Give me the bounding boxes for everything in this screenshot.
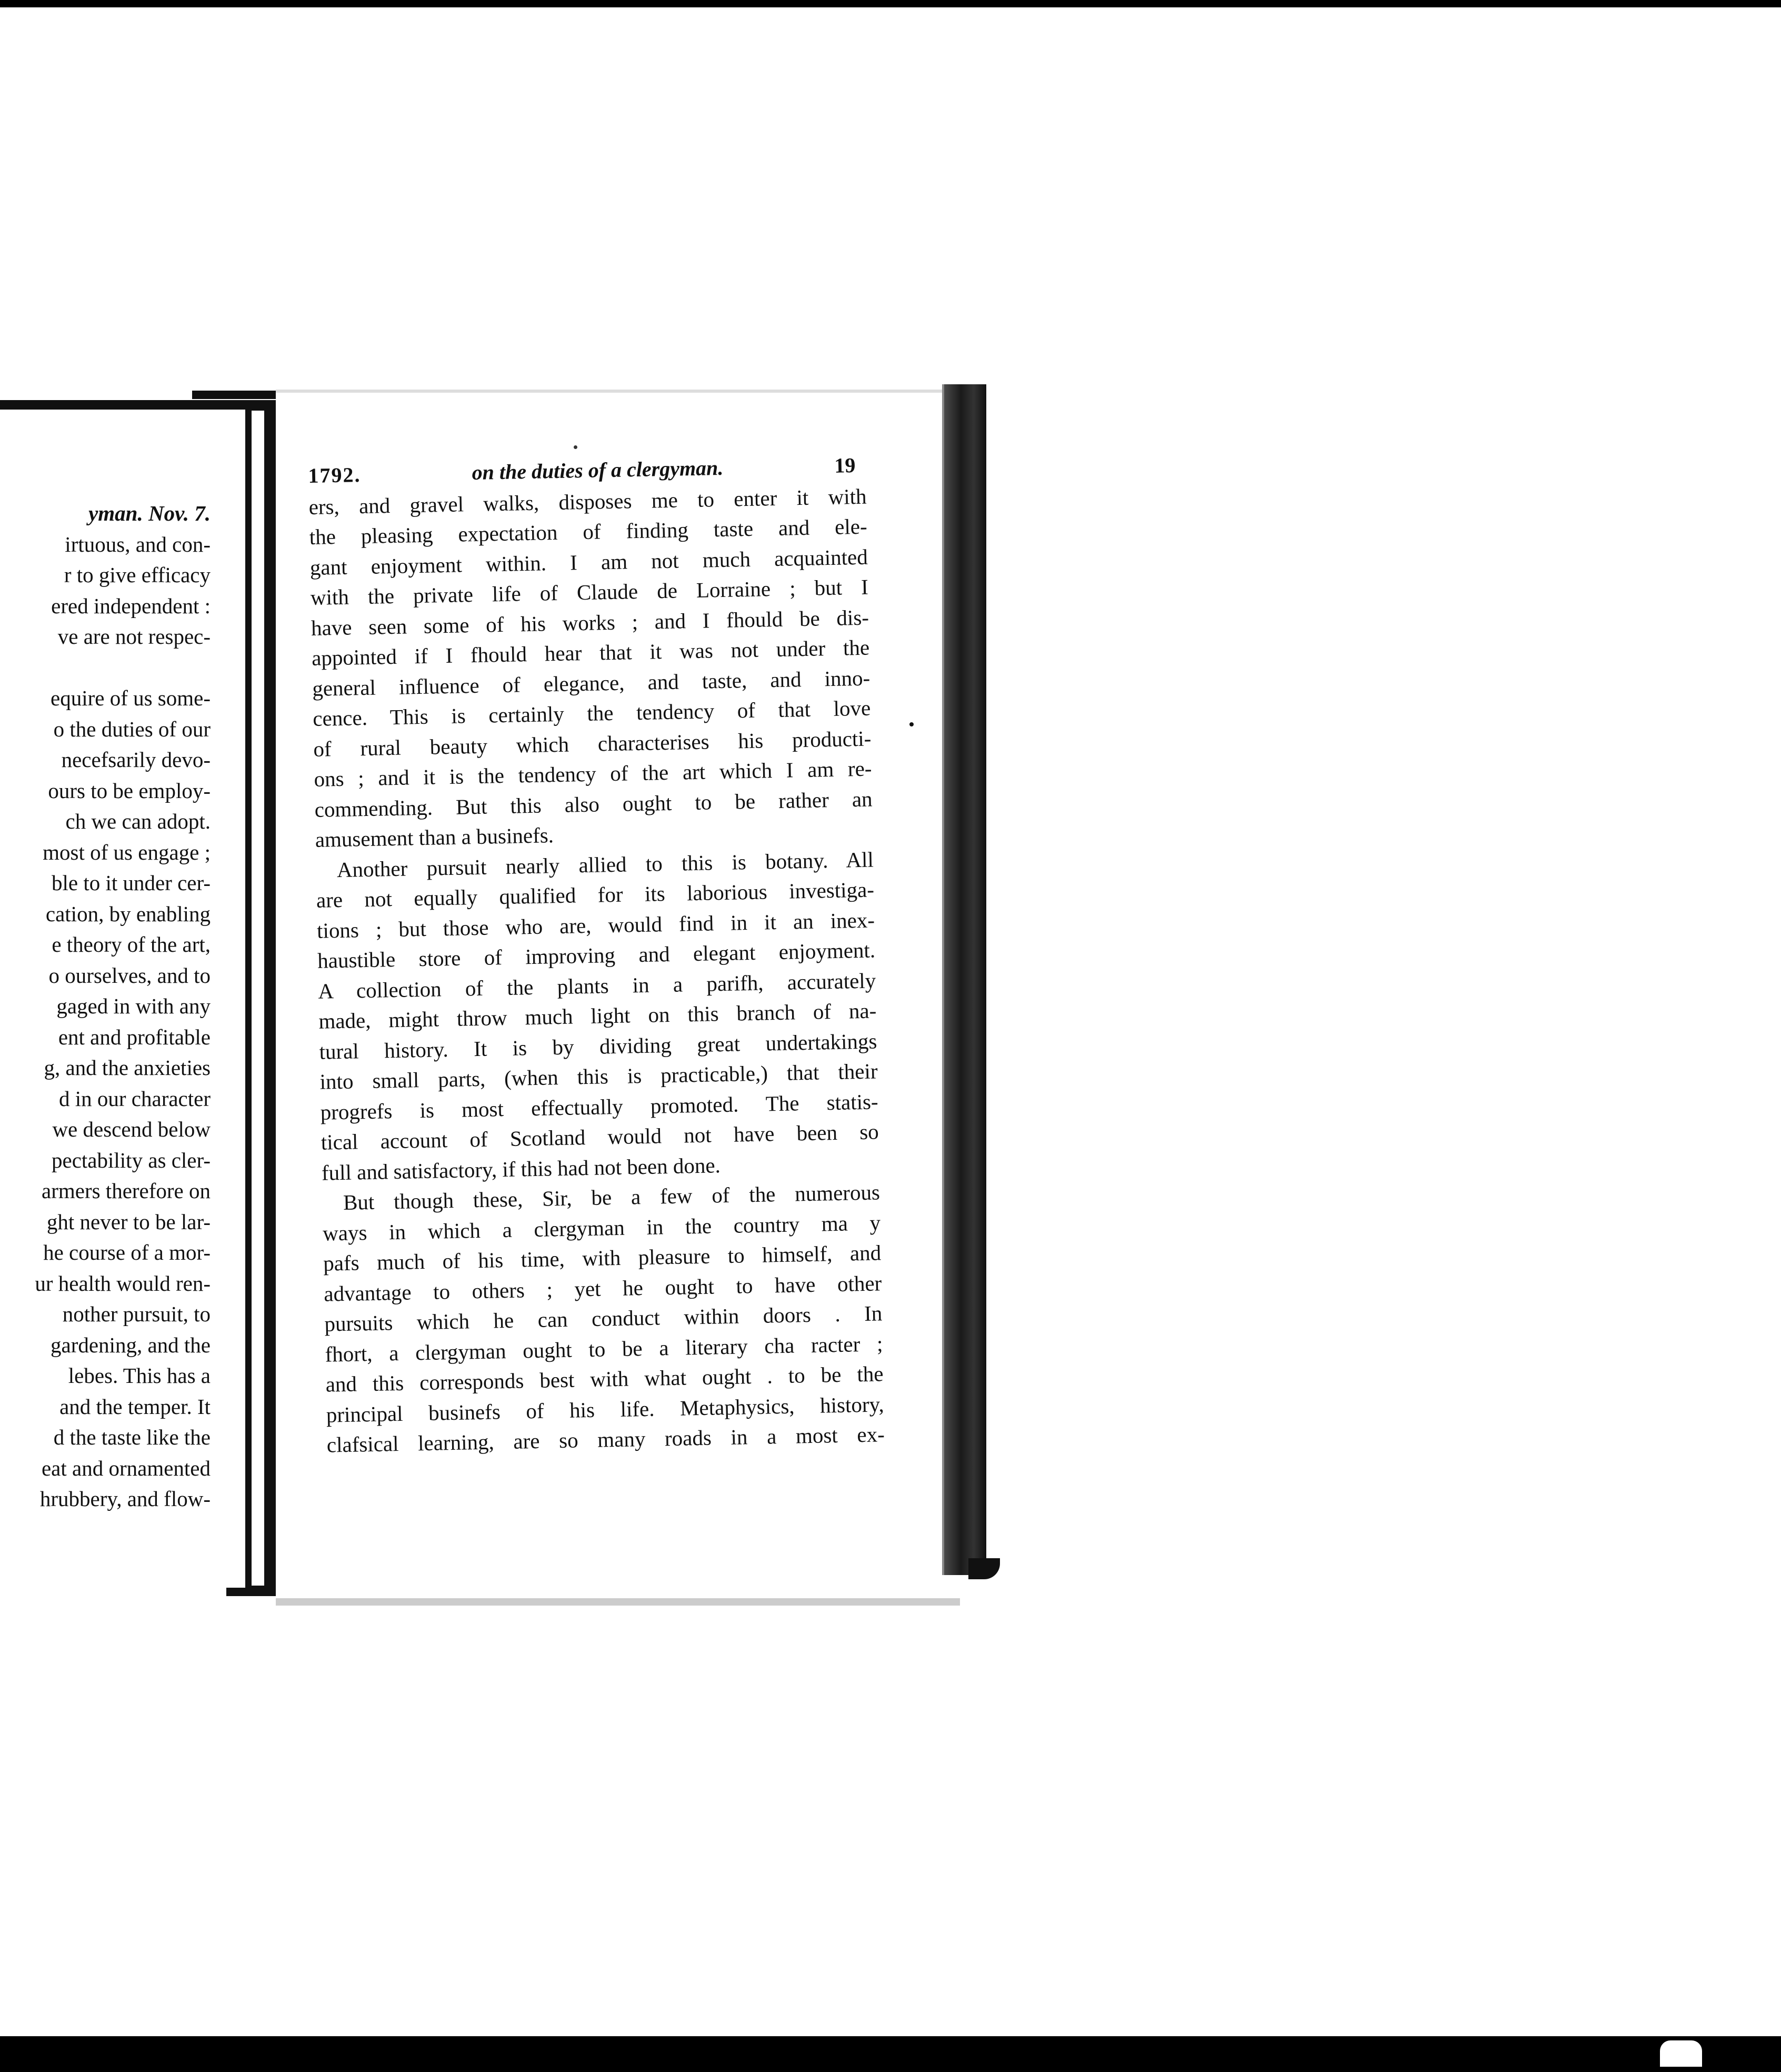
text-line: ers, and gravel walks, disposes me to enter it with	[308, 484, 867, 519]
text-line: clafsical learning, are so many roads in a most ex-	[326, 1422, 885, 1457]
text-line: he course of a mor-	[43, 1240, 211, 1264]
text-line: r to give efficacy	[64, 563, 211, 587]
text-line: nother pursuit, to	[62, 1302, 211, 1326]
text-line: full and satisfactory, if this had not been done.	[321, 1152, 721, 1185]
text-line: ered independent :	[51, 593, 211, 618]
scan-edge-mark	[1660, 2040, 1702, 2067]
text-line: commending. But this also ought to be rather an	[314, 786, 873, 822]
text-line: general influence of elegance, and taste, and inno-	[312, 665, 871, 701]
text-line: pafs much of his time, with pleasure to himself, and	[323, 1240, 882, 1276]
ink-speck	[909, 722, 914, 726]
text-line: ght never to be lar-	[46, 1209, 211, 1234]
text-line: ch we can adopt.	[65, 809, 211, 833]
paragraph-start: Another pursuit nearly allied to this is botany. All	[336, 847, 874, 882]
text-line: eat and ornamented	[41, 1456, 211, 1480]
spine-highlight	[252, 411, 264, 1586]
text-line: d in our character	[59, 1086, 211, 1111]
text-line: into small parts, (when this is practicable,) that their	[319, 1059, 878, 1094]
text-line: tions ; but those who are, would find in it an inex-	[316, 907, 875, 943]
text-line: g, and the anxieties	[44, 1055, 211, 1080]
fore-edge-corner	[968, 1558, 1000, 1579]
text-line: tural history. It is by dividing great undertakings	[319, 1028, 877, 1064]
right-page-text	[308, 450, 885, 1460]
left-running-head: yman. Nov. 7.	[88, 501, 211, 525]
text-line: o the duties of our	[53, 716, 211, 741]
text-line: armers therefore on	[42, 1179, 211, 1203]
text-line: of rural beauty which characterises his producti-	[313, 726, 872, 761]
text-line: ways in which a clergyman in the country ma y	[322, 1210, 881, 1246]
text-line: fhort, a clergyman ought to be a literary cha racter ;	[325, 1331, 883, 1367]
ink-speck	[574, 445, 577, 449]
text-line: have seen some of his works ; and I fhould be dis-	[311, 605, 869, 640]
text-line: gardening, and the	[51, 1332, 211, 1357]
text-line: d the taste like the	[53, 1425, 211, 1449]
text-line: gant enjoyment within. I am not much acquainted	[309, 544, 868, 580]
text-line: gaged in with any	[56, 994, 211, 1018]
text-line: haustible store of improving and elegant enjoyment.	[317, 938, 876, 973]
left-page-text	[0, 498, 211, 1515]
text-line: made, might throw much light on this branch of na-	[318, 998, 877, 1033]
blank-line	[0, 652, 211, 683]
text-line: ent and profitable	[58, 1024, 211, 1049]
text-line: ons ; and it is the tendency of the art which I am re-	[314, 756, 872, 791]
text-line: A collection of the plants in a parifh, accurately	[317, 968, 876, 1003]
text-line: are not equally qualified for its laborious investiga-	[316, 877, 875, 912]
text-line: amusement than a businefs.	[315, 823, 554, 852]
text-line: cence. This is certainly the tendency of that love	[312, 695, 871, 731]
text-line: the pleasing expectation of finding taste and ele-	[309, 514, 868, 549]
page-year: 1792.	[308, 463, 361, 487]
text-line: principal businefs of his life. Metaphysics, history,	[326, 1391, 885, 1427]
text-line: e theory of the art,	[52, 932, 211, 957]
text-line: ve are not respec-	[57, 624, 211, 649]
text-line: most of us engage ;	[43, 840, 211, 864]
text-line: ble to it under cer-	[52, 871, 211, 895]
scan-top-border	[0, 0, 1781, 7]
text-line: equire of us some-	[51, 686, 211, 710]
text-line: with the private life of Claude de Lorraine ; but I	[310, 574, 869, 610]
text-line: necefsarily devo-	[61, 748, 211, 772]
text-line: pursuits which he can conduct within doors . In	[324, 1301, 883, 1336]
text-line: and this corresponds best with what ought . to be the	[325, 1361, 884, 1397]
text-line: advantage to others ; yet he ought to have other	[323, 1270, 882, 1306]
scan-bottom-border	[0, 2036, 1781, 2072]
text-line: tical account of Scotland would not have been so	[321, 1119, 879, 1154]
text-line: irtuous, and con-	[65, 532, 211, 556]
page-number: 19	[834, 453, 856, 477]
text-line: o ourselves, and to	[48, 963, 211, 988]
text-line: ours to be employ-	[48, 778, 211, 803]
text-line: lebes. This has a	[68, 1363, 211, 1388]
text-line: ur health would ren-	[35, 1271, 211, 1296]
page-fore-edge	[942, 384, 986, 1575]
paragraph-start: But though these, Sir, be a few of the numerous	[343, 1180, 881, 1214]
text-line: progrefs is most effectually promoted. The statis-	[320, 1089, 879, 1124]
left-page	[0, 400, 247, 1610]
running-title: on the duties of a clergyman.	[472, 455, 724, 485]
text-line: pectability as cler-	[52, 1148, 211, 1172]
text-line: and the temper. It	[59, 1394, 211, 1419]
text-line: hrubbery, and flow-	[39, 1487, 211, 1511]
text-line: we descend below	[52, 1117, 211, 1141]
text-line: appointed if I fhould hear that it was not under the	[311, 635, 870, 670]
text-line: cation, by enabling	[45, 901, 211, 926]
